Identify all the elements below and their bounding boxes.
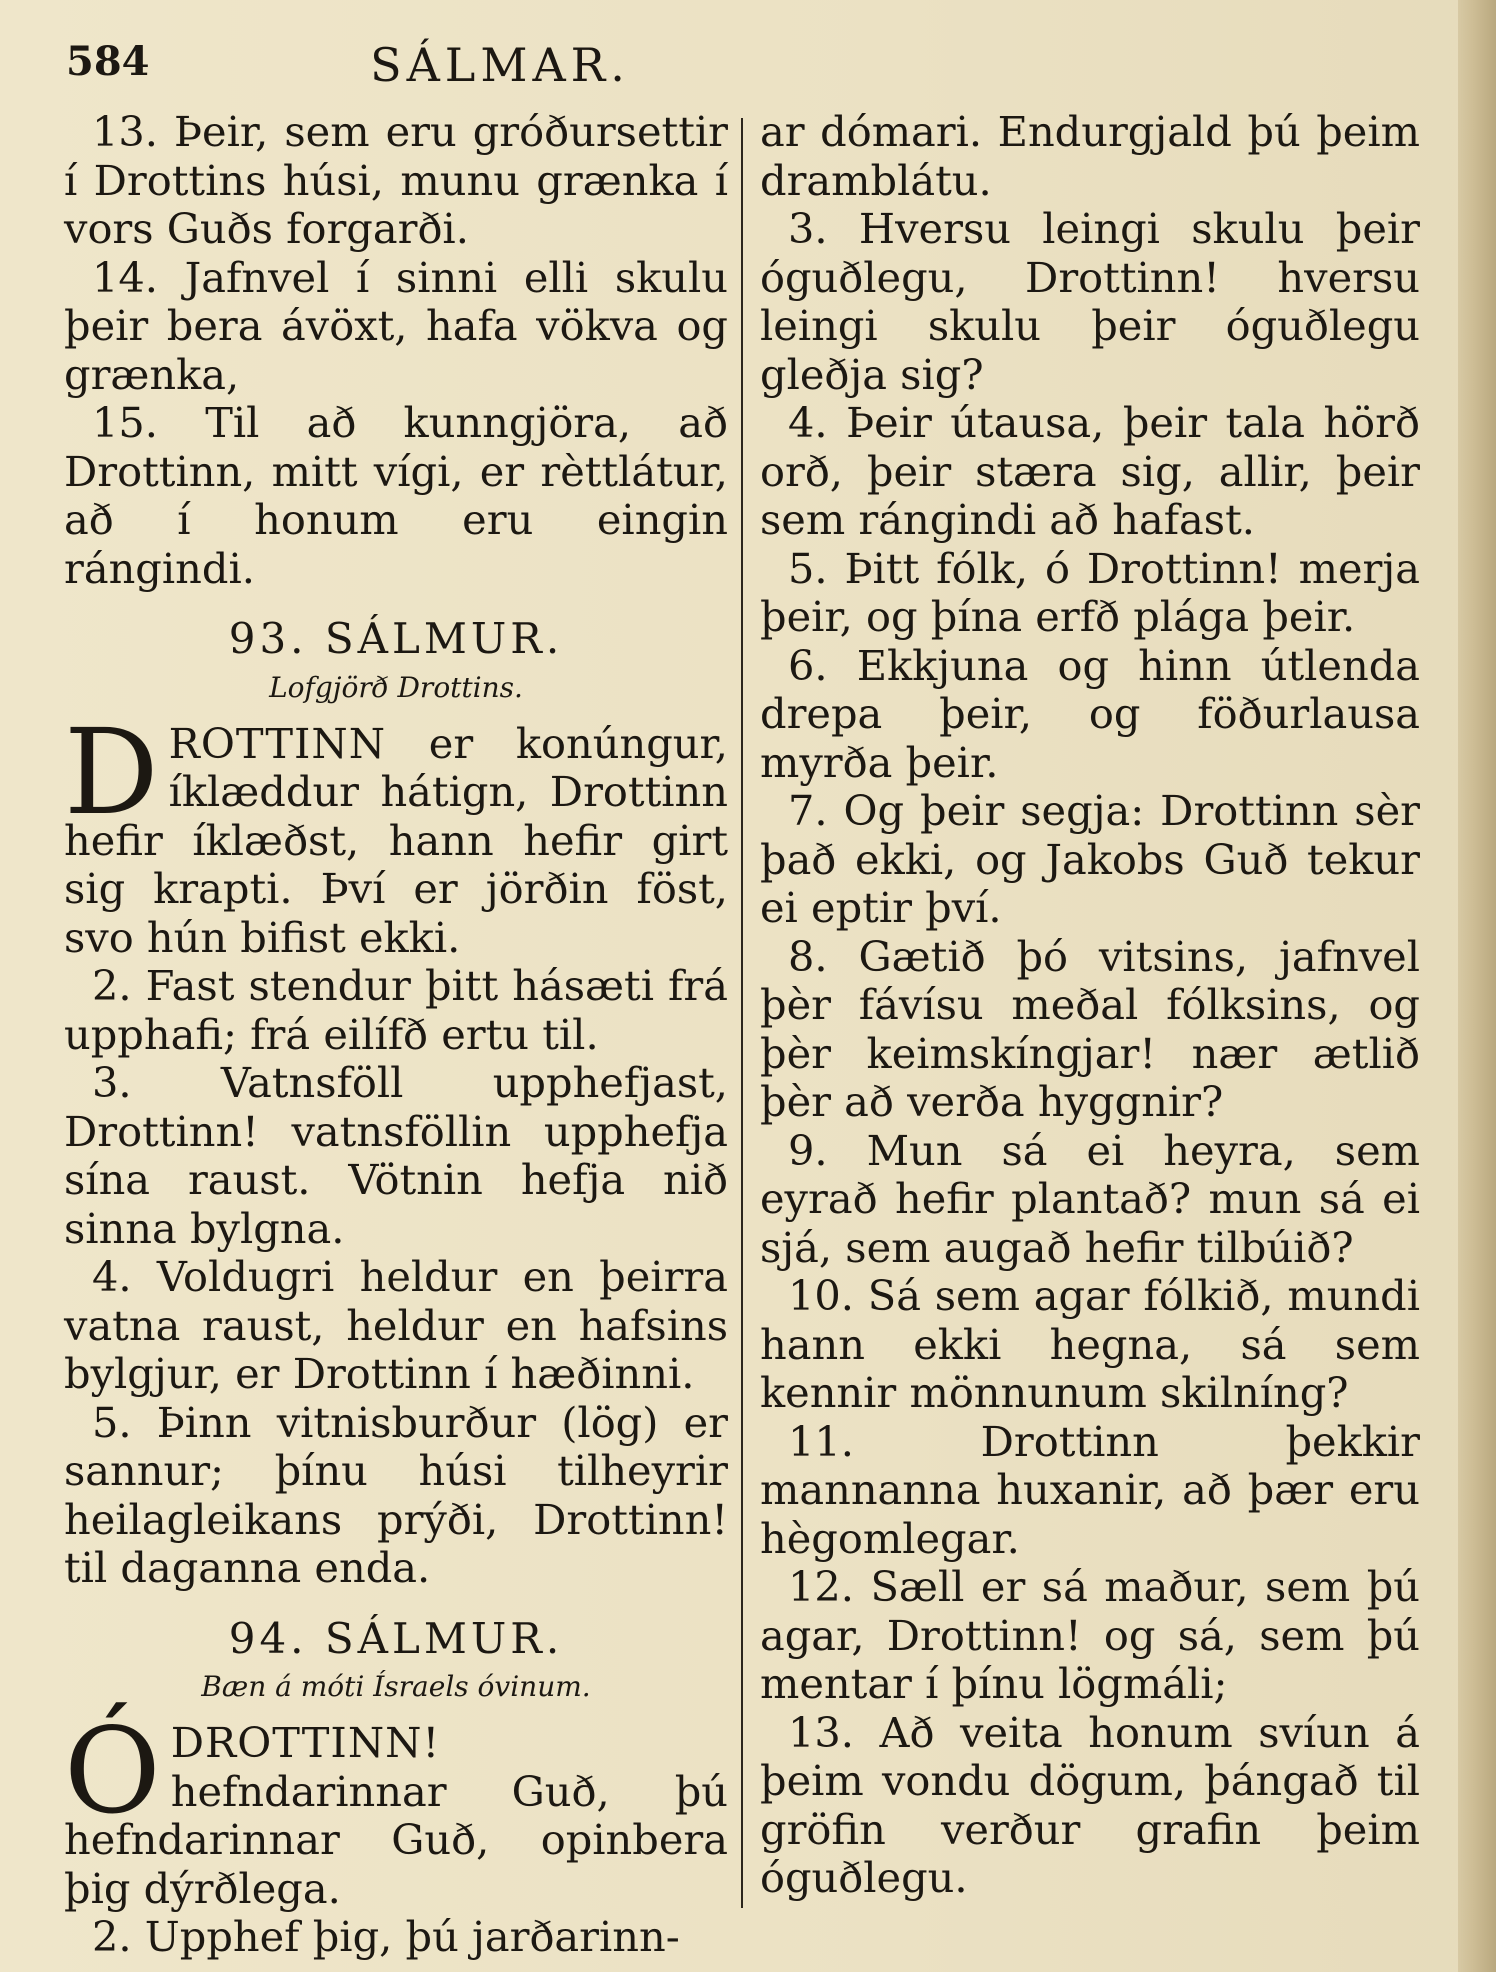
verse-paragraph: 13. Þeir, sem eru gróðursettir í Drottins húsi, munu grænka í vors Guðs forgarði. [64, 107, 728, 253]
verse-paragraph: 15. Til að kunngjöra, að Drottinn, mitt vígi, er rèttlátur, að í honum eru eingin rángindi. [64, 398, 728, 593]
verse-text: hefndarinnar Guð, þú hefndarinnar Guð, opinbera þig dýrðlega. [64, 1766, 728, 1913]
psalm-heading: 93. SÁLMUR. [228, 614, 564, 663]
drop-cap: D [64, 702, 159, 841]
drop-cap: Ó [64, 1702, 161, 1840]
verse-paragraph: 9. Mun sá ei heyra, sem eyrað hefir plantað? mun sá ei sjá, sem augað hefir tilbúið? [760, 1125, 1420, 1272]
verse-paragraph: 13. Að veita honum svíun á þeim vondu dögum, þángað til gröfin verður grafin þeim óguðlegu. [760, 1707, 1420, 1902]
page-edge [1458, 0, 1496, 1972]
running-head [60, 38, 1450, 98]
verse-paragraph: 2. Fast stendur þitt hásæti frá upphafi; frá eilífð ertu til. [64, 961, 728, 1059]
right-column [760, 108, 1420, 1903]
verse-paragraph: 6. Ekkjuna og hinn útlenda drepa þeir, og föðurlausa myrða þeir. [760, 640, 1420, 787]
verse-paragraph: 11. Drottinn þekkir mannanna huxanir, að þær eru hègomlegar. [760, 1416, 1420, 1563]
verse-paragraph: 10. Sá sem agar fólkið, mundi hann ekki hegna, sá sem kennir mönnunum skilníng? [760, 1271, 1420, 1417]
column-divider [741, 118, 743, 1908]
verse-paragraph: 14. Jafnvel í sinni elli skulu þeir bera ávöxt, hafa vökva og grænka, [64, 252, 728, 399]
page-number: 584 [66, 38, 150, 85]
verse-paragraph: 8. Gætið þó vitsins, jafnvel þèr fávísu meðal fólksins, og þèr keimskíngjar! nær ætlið þèr að verða hyggnir? [760, 931, 1420, 1126]
verse-paragraph: 12. Sæll er sá maður, sem þú agar, Drottinn! og sá, sem þú mentar í þínu lögmáli; [760, 1562, 1420, 1708]
left-column [64, 108, 728, 1962]
verse-paragraph: 4. Þeir útausa, þeir tala hörð orð, þeir stæra sig, allir, þeir sem rángindi að hafast. [760, 398, 1420, 544]
psalm-subtitle: Lofgjörð Drottins. [269, 670, 523, 704]
verse-text: er konúngur, íklæddur hátign, Drottinn hefir íklæðst, hann hefir girt sig krapti. Því er jörðin föst, svo hún bifist ekki. [64, 718, 728, 962]
verse-paragraph: 4. Voldugri heldur en þeirra vatna raust, heldur en hafsins bylgjur, er Drottinn í hæðinni. [64, 1252, 728, 1398]
psalm-heading: 94. SÁLMUR. [228, 1613, 564, 1663]
verse-paragraph: 5. Þitt fólk, ó Drottinn! merja þeir, og þína erfð plága þeir. [760, 543, 1420, 641]
verse-paragraph: 7. Og þeir segja: Drottinn sèr það ekki, og Jakobs Guð tekur ei eptir því. [760, 786, 1420, 932]
running-title: SÁLMAR. [370, 38, 630, 92]
caps-word: ROTTINN [168, 718, 387, 768]
verse-paragraph [64, 1702, 728, 1913]
caps-word: DROTTINN! [170, 1718, 441, 1767]
verse-paragraph: 3. Vatnsföll upphefjast, Drottinn! vatnsföllin upphefja sína raust. Vötnin hefja nið sinna bylgna. [64, 1058, 728, 1253]
verse-paragraph: 5. Þinn vitnisburður (lög) er sannur; þínu húsi tilheyrir heilagleikans prýði, Drottinn! til daganna enda. [64, 1397, 728, 1592]
verse-paragraph [64, 702, 728, 963]
psalm-subtitle: Bæn á móti Ísraels óvinum. [201, 1670, 591, 1703]
verse-paragraph: 2. Upphef þig, þú jarðarinn- [92, 1912, 680, 1961]
verse-paragraph: ar dómari. Endurgjald þú þeim dramblátu. [760, 107, 1420, 205]
verse-paragraph: 3. Hversu leingi skulu þeir óguðlegu, Drottinn! hversu leingi skulu þeir óguðlegu gleðja sig? [760, 204, 1420, 399]
